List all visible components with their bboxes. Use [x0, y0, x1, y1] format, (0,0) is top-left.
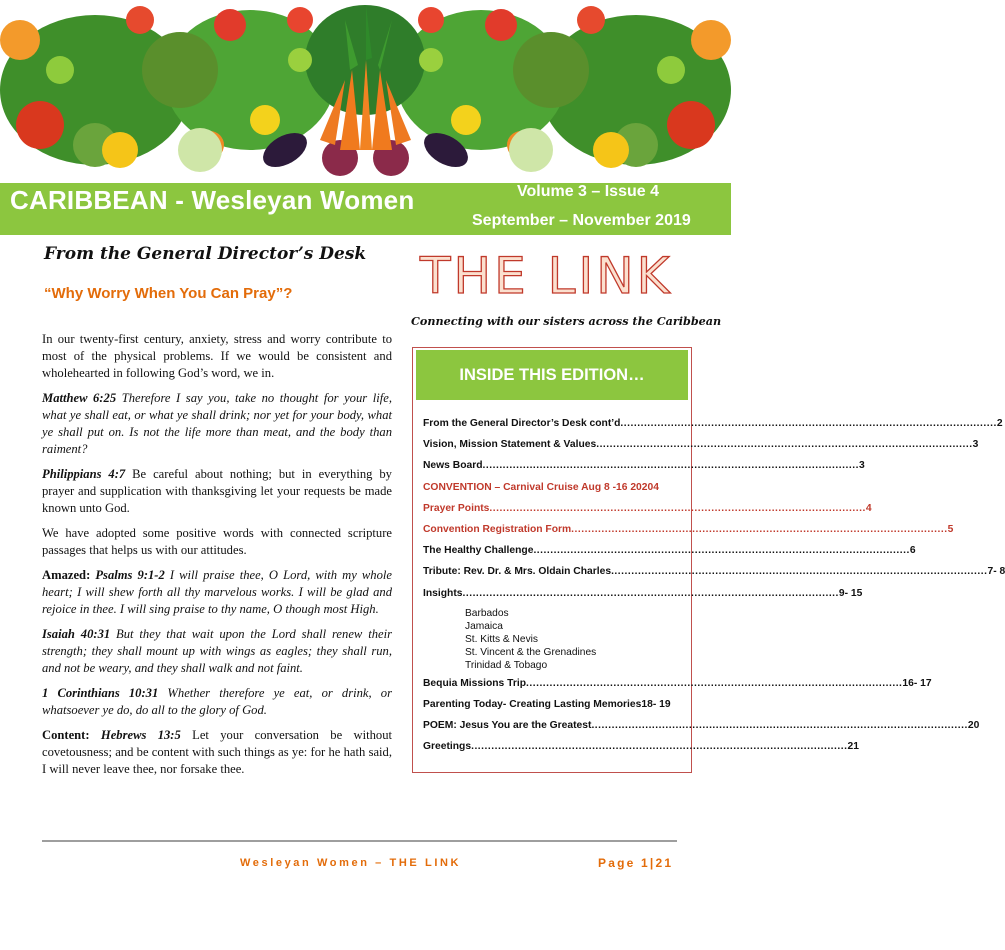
article-body — [42, 331, 392, 786]
volume-issue: Volume 3 – Issue 4 — [517, 183, 659, 200]
toc-item[interactable]: Greetings ..... 21 — [423, 736, 659, 757]
scripture-text: Let your conversation be without covetousness; and be content with such things as ye: for he hath said, I will never leave thee, nor forsake thee. — [42, 728, 393, 776]
inside-edition-heading: INSIDE THIS EDITION… — [416, 350, 688, 400]
toc-item[interactable]: From the General Director’s Desk cont’d ..... 2 — [423, 413, 659, 434]
newsletter-title: THE LINK — [420, 247, 673, 305]
list-item: Jamaica — [465, 620, 503, 632]
scripture-ref: Isaiah 40:31 — [42, 627, 111, 641]
scripture-ref: 1 Corinthians 10:31 — [42, 686, 159, 700]
footer-publication: Wesleyan Women – THE LINK — [240, 857, 462, 869]
toc-item[interactable]: Insights ..... 9- 15 — [423, 583, 659, 604]
list-item: Trinidad & Tobago — [465, 659, 548, 671]
scripture-ref: Psalms 9:1-2 — [90, 568, 165, 582]
vegetables-banner — [0, 0, 731, 183]
scripture-ref: Hebrews 13:5 — [89, 728, 181, 742]
word-label: Amazed: — [42, 568, 91, 582]
toc-item[interactable]: Tribute: Rev. Dr. & Mrs. Oldain Charles ..... 7- 8 — [423, 561, 659, 582]
page-number: Page 1|21 — [598, 856, 674, 870]
toc-item[interactable]: CONVENTION – Carnival Cruise Aug 8 -16 2020 ..... 4 — [423, 477, 659, 498]
article-subtitle: “Why Worry When You Can Pray”? — [44, 285, 293, 302]
paragraph: We have adopted some positive words with connected scripture passages that helps us with our attitudes. — [42, 526, 392, 557]
toc-item[interactable]: Convention Registration Form ..... 5 — [423, 519, 659, 540]
scripture-text: Be careful about nothing; but in everything by prayer and supplication with thanksgiving let your requests be made known unto God. — [42, 467, 392, 515]
scripture-text: Whether therefore ye eat, or drink, or whatsoever ye do, do all to the glory of God. — [42, 686, 393, 717]
paragraph — [42, 390, 392, 458]
table-of-contents — [423, 413, 1005, 757]
toc-item[interactable]: POEM: Jesus You are the Greatest ..... 20 — [423, 715, 659, 736]
section-heading: From the General Director’s Desk — [44, 244, 367, 264]
paragraph: In our twenty-first century, anxiety, stress and worry contribute to most of the physical problems. If we would be consistent and wholehearted in following God’s word, we in. — [42, 332, 392, 380]
insights-list — [465, 607, 659, 672]
scripture-ref: Matthew 6:25 — [42, 391, 117, 405]
scripture-text: Therefore I say you, take no thought for your life, what ye shall eat, or what ye shall drink; nor yet for your body, what ye shall put on. Is not the life more than meat, and the body than raiment? — [42, 391, 392, 456]
list-item: Barbados — [465, 607, 509, 619]
issue-dates: September – November 2019 — [472, 212, 691, 229]
tagline: Connecting with our sisters across the Caribbean — [411, 314, 722, 328]
list-item: St. Vincent & the Grenadines — [465, 646, 597, 658]
scripture-text: I will praise thee, O Lord, with my whole heart; I will shew forth all thy marvelous works. I will be glad and rejoice in thee. I will sing praise to thy name, O though most High. — [42, 568, 392, 616]
paragraph — [42, 685, 392, 719]
paragraph — [42, 626, 392, 677]
toc-item[interactable]: The Healthy Challenge ..... 6 — [423, 540, 659, 561]
toc-item[interactable]: Prayer Points ..... 4 — [423, 498, 659, 519]
paragraph — [42, 727, 392, 778]
scripture-ref: Philippians 4:7 — [42, 467, 126, 481]
toc-item[interactable]: News Board ..... 3 — [423, 455, 659, 476]
footer-divider — [42, 840, 677, 842]
toc-item[interactable]: Vision, Mission Statement & Values ..... 3 — [423, 434, 659, 455]
toc-item[interactable]: Parenting Today- Creating Lasting Memories 18- 19 — [423, 698, 671, 710]
list-item: St. Kitts & Nevis — [465, 633, 539, 645]
paragraph — [42, 466, 392, 517]
scripture-text: But they that wait upon the Lord shall renew their strength; they shall mount up with wings as eagles; they shall run, and not be weary, and they shall walk and not faint. — [42, 627, 392, 675]
paragraph — [42, 567, 392, 618]
toc-item[interactable]: Bequia Missions Trip ..... 16- 17 — [423, 673, 659, 694]
word-label: Content: — [42, 728, 90, 742]
masthead-title: CARIBBEAN - Wesleyan Women — [10, 185, 415, 215]
